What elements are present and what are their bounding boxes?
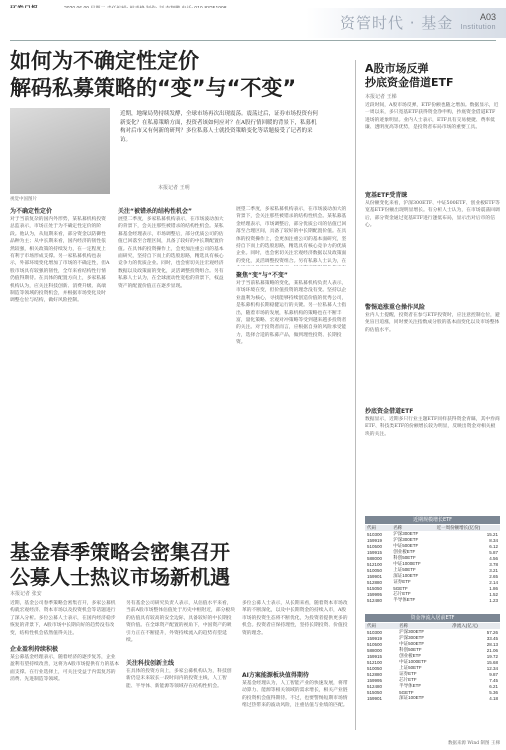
table-cell: 6.21 [489, 683, 498, 689]
s-col2-body: 另有基金公司研究负责人表示，从估值水平来看，当前A股市场整体估值处于历史中枢附近，部分板块的估值具有较高的安全边际，具备较好的中长期投资价值。在全球资产配置的视角下，中国资产的吸引力正在不断提升，外资持续流入的趋势有望延续。 [126, 601, 235, 644]
second-headline-line1: 基金春季策略会密集召开 [10, 540, 230, 564]
table-cell: 159995 [367, 677, 383, 683]
table-cell: 21.06 [486, 647, 498, 653]
table-cell: 159901 [367, 695, 383, 701]
table-cell: 15.68 [486, 659, 498, 665]
table-cell: 5.36 [489, 689, 498, 695]
s-col2-subhead: 关注科技创新主线 [126, 660, 175, 667]
table-cell: 芯片ETF [393, 591, 411, 596]
table-cell: 8.34 [489, 537, 498, 543]
table-cell: 沪深300ETF [393, 537, 419, 542]
table-cell: 半导体ETF [399, 683, 422, 688]
col2-body: 展望二季度，多家私募机构表示，在市场波动加大的背景下，会关注那些被错杀的结构性机会。某私募基金经理表示，市场调整后，部分优质公司的估值已回落至合理区间，具备了较好的中长期配置价值。在具体的投资操作上，会更加注重公司的基本面研究，坚持自下而上的选股思路，精选具有核心竞争力的优质企业。同时，也会密切关注宏观经济数据以及政策面的变化，灵活调整投资组合。另有私募人士认为，在全球流动性宽松的背景下，权益资产的配置价值正在逐步显现。 [118, 217, 224, 289]
table-cell: 510500 [367, 543, 383, 549]
table-cell: 沪深300ETF [399, 629, 425, 634]
table-cell: 4.18 [489, 695, 498, 701]
table-cell: 中证1000ETF [399, 659, 427, 664]
second-byline: 本报记者 张安 [10, 591, 42, 597]
table-cell: 芯片ETF [399, 677, 417, 682]
second-headline-line2: 公募人士热议市场新机遇 [10, 565, 230, 589]
side-body-2: 从份额变化来看，沪深300ETF、中证500ETF、创业板ETF等宽基ETF份额出现明显增长。有分析人士认为，在市场震荡回调后，部分资金通过宽基ETF进行逢低布局，显示出对后市的信心。 [365, 201, 500, 229]
table-cell: 中证1000ETF [393, 561, 421, 566]
table-cell: 4.56 [489, 555, 498, 561]
side-headline-line2: 抄底资金借道ETF [365, 76, 454, 89]
section-english: Institution [460, 24, 496, 31]
s-col3-body: 多位公募人士表示，从长期来看，随着资本市场改革的不断深化，以及中长期资金的持续入市，A股市场的投资生态将不断优化，为投资者提供更多的机会。投资者应保持理性，坚持长期投资、价值投资的理念。 [242, 601, 348, 636]
col3-subhead: 聚焦“变”与“不变” [236, 272, 288, 279]
table-row [365, 695, 500, 701]
table-cell: 证券ETF [399, 671, 417, 676]
side-body-1: 近段时间，A股市场反弹，ETF份额也随之增加。数据显示，近一周以来，多只宽基ETF获得资金净申购，抄底资金借道ETF进场的迹象明显。业内人士表示，ETF具有交易便捷、费率低廉、透明度高等优势，是投资者布局市场的重要工具。 [365, 103, 499, 131]
s-col1-body: 近期，基金公司春季策略会密集召开，多家公募机构就宏观经济、资本市场以及投资机会等话题进行了深入分析。多位公募人士表示，在国内经济稳步恢复的背景下，A股市场中长期向好的趋势没有改变，结构性机会依然值得关注。 [10, 601, 116, 636]
table-cell: 5GETF [399, 689, 414, 695]
s-col3-body2: 某基金经理认为，人工智能产业的快速发展，将带动算力、能源等相关领域的需求增长，相关产业链的投资机会值得期待。不过，也要警惕短期市场情绪过热带来的波动风险，注重估值与业绩的匹配。 [242, 681, 348, 709]
header-rule [10, 40, 496, 41]
col3-body-top: 展望二季度，多家私募机构表示，在市场波动加大的背景下，会关注那些被错杀的结构性机会。某私募基金经理表示，市场调整后，部分优质公司的估值已回落至合理区间，具备了较好的中长期配置价值。在具体的投资操作上，会更加注重公司的基本面研究，坚持自下而上的选股思路，精选具有核心竞争力的优质企业。同时，也会密切关注宏观经济数据以及政策面的变化，灵活调整投资组合。另有私募人士认为，在 [236, 207, 347, 264]
table-cell: 512880 [367, 671, 383, 677]
side-body-4: 数据显示，近期多只行业主题ETF同样获得资金青睐，其中券商ETF、科技类ETF的份额增长较为明显，反映出资金对相关板块的关注。 [365, 417, 500, 437]
side-headline-line1: A股市场反弹 [365, 62, 429, 75]
table-cell: 33.45 [486, 635, 498, 641]
table-cell: 1.52 [489, 591, 498, 597]
table-cell: 沪深300ETF [399, 635, 425, 640]
table-cell: 515050 [367, 689, 383, 695]
table-cell: 512480 [367, 683, 383, 689]
table-cell: 2.65 [489, 573, 498, 579]
table-cell: 512100 [367, 561, 383, 567]
table-cell: 7.45 [489, 677, 498, 683]
table2 [365, 623, 500, 701]
table-cell: 12.34 [486, 665, 498, 671]
article-photo [10, 108, 110, 194]
table-cell: 5.87 [489, 549, 498, 555]
table1 [365, 525, 500, 603]
side-subhead-3: 抄底资金借道ETF [365, 408, 414, 415]
second-headline [10, 540, 350, 590]
table-header-cell: 名称 [397, 623, 450, 629]
table-cell: 510050 [367, 567, 383, 573]
column-divider [355, 60, 356, 730]
side-headline [365, 62, 500, 90]
main-byline: 本报记者 王明 [158, 185, 190, 191]
table-cell: 588000 [367, 555, 383, 561]
col1-subhead: 为不确定性定价 [10, 208, 53, 215]
col2-subhead: 关注“被错杀的结构性机会” [118, 208, 192, 215]
table-cell: 159919 [367, 537, 383, 543]
table-cell: 159915 [367, 653, 383, 659]
table-cell: 创业板ETF [393, 549, 416, 554]
table-cell: 9.87 [489, 671, 498, 677]
table-header-cell: 净流入(亿元) [450, 623, 500, 629]
table-cell: 1.86 [489, 585, 498, 591]
table-cell: 510050 [367, 665, 383, 671]
col1-body: 对于当前复杂的国内外形势，某私募机构投资总监表示，市场正处于为不确定性定价的阶段。他认为，从短期来看，部分资金以防御性品种为主；从中长期来看，国内经济的韧性依然较强，相关政策的持续发力，在一定程度上有利于市场形成支撑。另一家私募机构也表示，外部环境变化增加了市场的不确定性，但A股市场具有较强的韧性，全年来看结构性行情仍值得期待。在具体的配置方向上，多家私募机构认为，应关注科技创新、消费升级、高端制造等领域的投资机会，并根据市场变化及时调整仓位与结构，做好风险控制。 [10, 217, 110, 304]
side-subhead-1: 宽基ETF受青睐 [365, 192, 408, 199]
table-cell: 半导体ETF [393, 597, 416, 602]
table-cell: 512480 [367, 597, 383, 603]
table-cell: 1.23 [489, 597, 498, 603]
table-header-cell: 代码 [365, 623, 397, 629]
side-byline: 本报记者 王梯 [365, 94, 397, 100]
table-cell: 3.21 [489, 567, 498, 573]
table-cell: 证券ETF [393, 579, 411, 584]
table-header-cell: 近一周份额增长(亿份) [435, 525, 500, 531]
table-source-note: 数据来源 Wind 制图 王梯 [447, 741, 500, 746]
table-cell: 5GETF [393, 585, 408, 591]
table-cell: 510500 [367, 641, 383, 647]
table-cell: 6.12 [489, 543, 498, 549]
side-subhead-2: 警惕追涨重仓操作风险 [365, 304, 426, 311]
s-col1-subhead: 企业盈利持续积极 [10, 646, 59, 653]
s-col3-subhead: AI方案能源板块值得期待 [242, 672, 309, 679]
table-cell: 159915 [367, 549, 383, 555]
section-title: 资管时代 · 基金 [340, 14, 454, 32]
table2-title: 资金净流入居前ETF [365, 614, 500, 622]
table-cell: 159919 [367, 635, 383, 641]
table-cell: 588000 [367, 647, 383, 653]
table-cell: 510300 [367, 531, 383, 537]
photo-caption: 视觉中国图片 [10, 197, 37, 202]
s-col1-body2: 某公募基金经理表示，随着经济的逐步复苏，企业盈利有望持续改善，这将为A股市场提供有力的基本面支撑。在行业选择上，可关注受益于内需复苏的消费、先进制造等领域。 [10, 655, 119, 683]
table-row [365, 597, 500, 603]
table-cell: 512880 [367, 579, 383, 585]
table-cell: 创业板ETF [399, 653, 422, 658]
table-cell: 159995 [367, 591, 383, 597]
table-cell: 510300 [367, 629, 383, 635]
table-cell: 中证500ETF [399, 641, 425, 646]
lead-paragraph: 近期，地缘局势持续发酵，全球市场再次出现震荡。震荡过后，证券市场投资有何新变化？在私募策略方面，投资者该如何应对？在A股行情回暖的背景下，私募机构对后市又有何新的研判？多位私募人士就投资策略变化等话题接受了记者的采访。 [120, 111, 319, 143]
table-cell: 中证500ETF [393, 543, 419, 548]
table-cell: 沪深300ETF [393, 531, 419, 536]
table-cell: 19.72 [486, 653, 498, 659]
table-cell: 深证100ETF [399, 695, 425, 700]
table-cell: 512100 [367, 659, 383, 665]
side-body-3: 业内人士提醒，投资者在参与ETF投资时，应注意控制仓位，避免盲目追涨，同时要关注指数成分股的基本面变化以及市场整体的估值水平。 [365, 313, 500, 333]
table-header-cell: 名称 [391, 525, 434, 531]
main-headline [10, 48, 340, 102]
table-cell: 3.78 [489, 561, 498, 567]
table1-title: 近期规模增长ETF [365, 516, 500, 524]
table-cell: 515050 [367, 585, 383, 591]
col3-body: 对于当前私募策略的变化，某私募机构负责人表示，市场环境在变，但价值投资的理念没有变。坚持以企业盈利为核心，寻找能够持续创造价值的优秀公司，是私募机构长期稳健运行的关键。另一位私募人士指出，随着市场的发展，私募机构的策略也在不断丰富，量化策略、宏观对冲策略等受到越来越多投资者的关注。对于投资者而言，应根据自身的风险承受能力，选择合适的私募产品，做到理性投资、长期投资。 [236, 281, 347, 346]
table-cell: 57.26 [486, 629, 498, 635]
table-cell: 28.13 [486, 641, 498, 647]
table-header-cell: 代码 [365, 525, 391, 531]
table-cell: 科创50ETF [399, 647, 422, 652]
table-cell: 上证50ETF [393, 567, 416, 572]
page-number: A03 [479, 12, 496, 22]
table-cell: 上证50ETF [399, 665, 422, 670]
main-headline-line1: 如何为不确定性定价 [10, 49, 199, 73]
main-headline-line2: 解码私募策略的“变”与“不变” [10, 76, 297, 100]
table-cell: 科创50ETF [393, 555, 416, 560]
table-cell: 深证100ETF [393, 573, 419, 578]
table-cell: 2.14 [489, 579, 498, 585]
table-cell: 159901 [367, 573, 383, 579]
s-col2-body2: 在具体的投资方向上，多家公募机构认为，科技创新仍是未来较长一段时间内的投资主线，人工智能、半导体、新能源等领域存在结构性机会。 [126, 669, 232, 689]
table-cell: 15.21 [486, 531, 498, 537]
